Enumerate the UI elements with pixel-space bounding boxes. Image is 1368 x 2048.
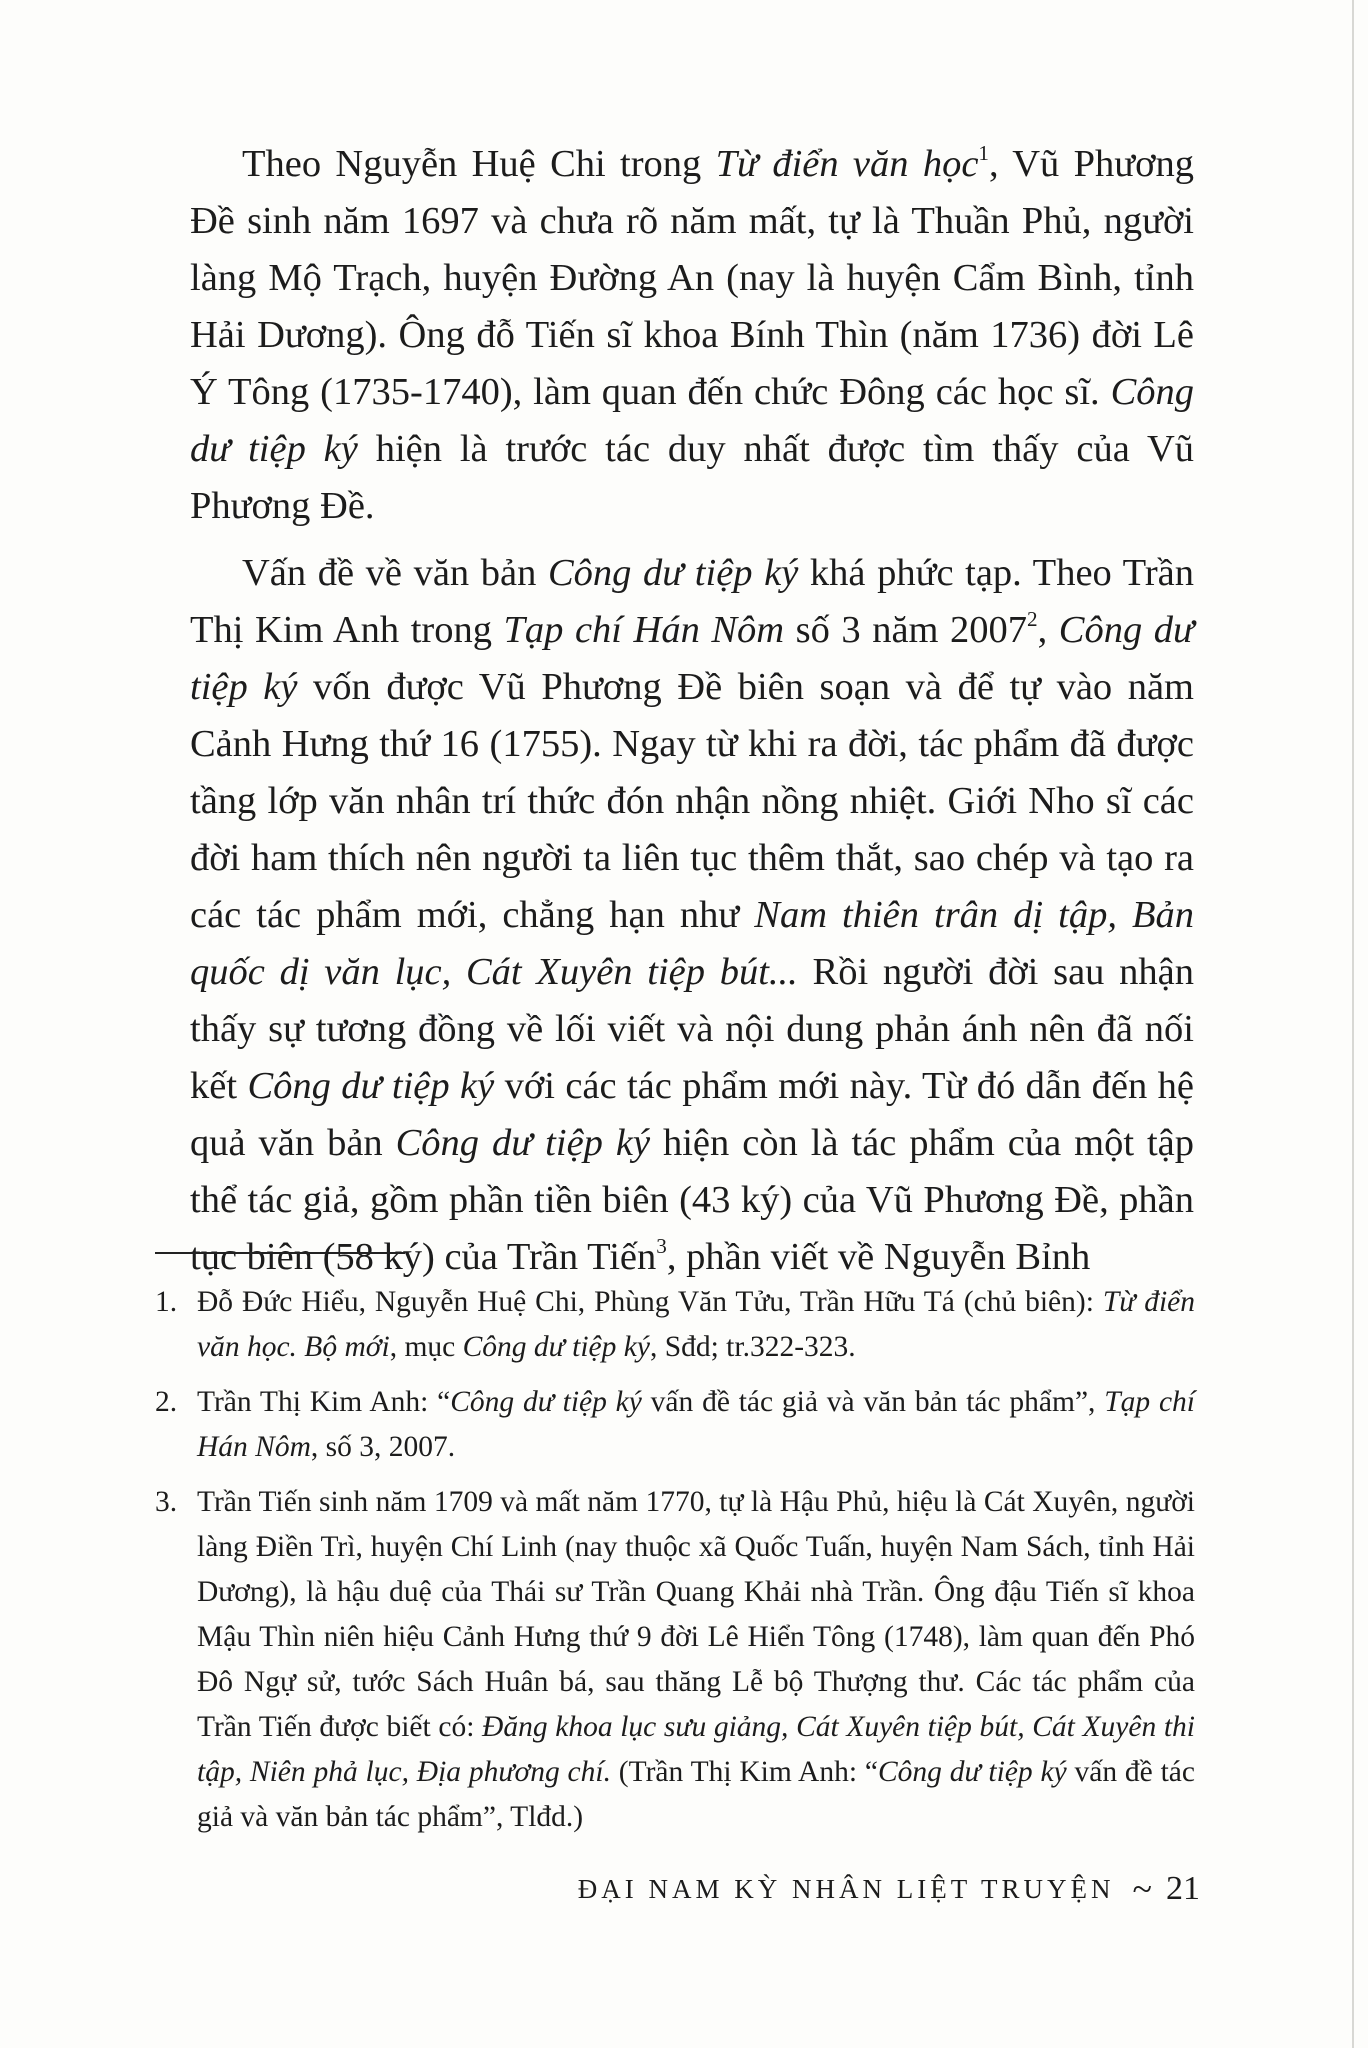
footnotes [155, 1280, 1195, 1850]
book-title: Công dư tiệp ký [190, 609, 1195, 708]
text-run: , phần viết về Nguyễn Bỉnh [666, 1236, 1091, 1278]
footnote-divider [155, 1252, 405, 1254]
text-run: Trần Thị Kim Anh: “ [197, 1386, 451, 1418]
text-run: Vấn đề về văn bản [242, 552, 548, 594]
text-run: khá phức tạp. Theo Trần Thị Kim Anh trong [190, 552, 1194, 651]
text-run: vấn đề tác giả và văn bản tác phẩm”, Tlđd.) [197, 1756, 1195, 1833]
text-run: vốn được Vũ Phương Đề biên soạn và để tự vào năm Cảnh Hưng thứ 16 (1755). Ngay từ khi ra đời, tác phẩm đã được tầng lớp văn nhân trí thức đón nhận nồng nhiệt. Giới Nho sĩ các đời ham thích nên người ta liên tục thêm thắt, sao chép và tạo ra các tác phẩm mới, chẳng hạn như [190, 666, 1194, 936]
book-title: Từ điển văn học [715, 143, 979, 185]
footnote-3 [155, 1480, 1195, 1840]
footnote-ref: 1 [978, 141, 989, 166]
text-run: hiện là trước tác duy nhất được tìm thấy của Vũ Phương Đề. [190, 428, 1195, 527]
text-run: vấn đề tác giả và văn bản tác phẩm”, [641, 1386, 1105, 1418]
book-titles: Đăng khoa lục sưu giảng, Cát Xuyên tiệp bút, Cát Xuyên thi tập, Niên phả lục, Địa phương chí. [197, 1711, 1195, 1788]
text-run: , Sđd; tr.322-323. [649, 1331, 856, 1363]
journal-title: Tạp chí Hán Nôm [197, 1386, 1195, 1463]
text-run: , [1037, 609, 1059, 651]
book-title: Công dư tiệp ký [462, 1331, 650, 1363]
text-run: hiện còn là tác phẩm của một tập thể tác giả, gồm phần tiền biên (43 ký) của Vũ Phương Đề, phần tục biên (58 ký) của Trần Tiến [190, 1122, 1195, 1278]
footnote-body [197, 1280, 1195, 1370]
text-run: Đỗ Đức Hiểu, Nguyễn Huệ Chi, Phùng Văn Tửu, Trần Hữu Tá (chủ biên): [197, 1286, 1103, 1318]
footnote-2 [155, 1380, 1195, 1470]
footnote-body [197, 1480, 1195, 1840]
book-title: Công dư tiệp ký [395, 1122, 651, 1164]
running-title: ĐẠI NAM KỲ NHÂN LIỆT TRUYỆN [577, 1873, 1115, 1904]
paragraph-2 [190, 545, 1194, 1286]
footnote-number: 2. [155, 1386, 178, 1418]
book-title: Từ điển văn học. Bộ mới [197, 1286, 1195, 1363]
book-title: Công dư tiệp ký [450, 1386, 642, 1418]
text-run: Rồi người đời sau nhận thấy sự tương đồng về lối viết và nội dung phản ánh nên đã nối kết [190, 951, 1195, 1107]
page-number: 21 [1166, 1870, 1200, 1907]
book-title: Công dư tiệp ký [547, 552, 799, 594]
text-run: , mục [389, 1331, 463, 1363]
text-run: Trần Tiến sinh năm 1709 và mất năm 1770, tự là Hậu Phủ, hiệu là Cát Xuyên, người làng Điền Trì, huyện Chí Linh (nay thuộc xã Quốc Tuấn, huyện Nam Sách, tỉnh Hải Dương), là hậu duệ của Thái sư Trần Quang Khải nhà Trần. Ông đậu Tiến sĩ khoa Mậu Thìn niên hiệu Cảnh Hưng thứ 9 đời Lê Hiển Tông (1748), làm quan đến Phó Đô Ngự sử, tước Sách Huân bá, sau thăng Lễ bộ Thượng thư. Các tác phẩm của Trần Tiến được biết có: [197, 1486, 1195, 1743]
book-title: Công dư tiệp ký [247, 1065, 495, 1107]
book-title: Công dư tiệp ký [190, 371, 1194, 470]
text-run: (Trần Thị Kim Anh: “ [610, 1756, 878, 1788]
text-run: , số 3, 2007. [310, 1431, 456, 1463]
tilde-ornament-icon: ~ [1132, 1869, 1152, 1909]
text-run: Theo Nguyễn Huệ Chi trong [242, 143, 716, 185]
footnote-body [197, 1380, 1195, 1470]
journal-title: Tạp chí Hán Nôm [503, 609, 785, 651]
book-title: Công dư tiệp ký [877, 1756, 1067, 1788]
paragraph-1 [190, 136, 1194, 535]
text-run: với các tác phẩm mới này. Từ đó dẫn đến hệ quả văn bản [190, 1065, 1194, 1164]
text-run: số 3 năm 2007 [784, 609, 1028, 651]
page-edge [1352, 0, 1354, 2048]
footnote-ref: 3 [656, 1234, 667, 1259]
body-text [190, 136, 1194, 1296]
book-titles: Nam thiên trân dị tập, Bản quốc dị văn lục, Cát Xuyên tiệp bút... [190, 894, 1194, 993]
footnote-ref: 2 [1027, 607, 1038, 632]
footnote-number: 1. [155, 1286, 178, 1318]
footnote-number: 3. [155, 1486, 178, 1518]
running-footer [560, 1868, 1200, 1910]
text-run: , Vũ Phương Đề sinh năm 1697 và chưa rõ năm mất, tự là Thuần Phủ, người làng Mộ Trạch, huyện Đường An (nay là huyện Cẩm Bình, tỉnh Hải Dương). Ông đỗ Tiến sĩ khoa Bính Thìn (năm 1736) đời Lê Ý Tông (1735-1740), làm quan đến chức Đông các học sĩ. [190, 143, 1194, 413]
footnote-1 [155, 1280, 1195, 1370]
